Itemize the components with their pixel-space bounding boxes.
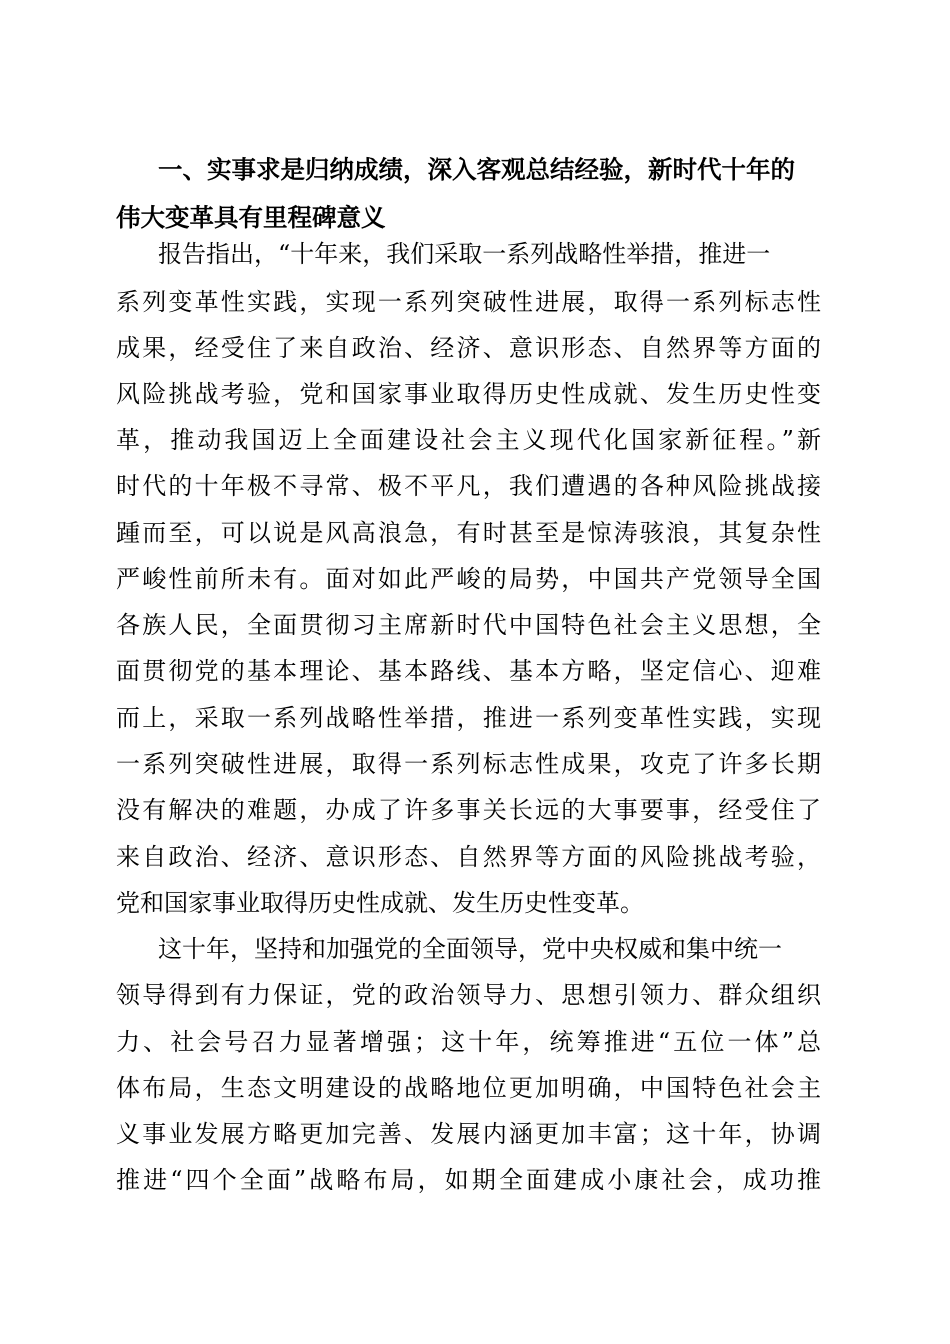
paragraph-line: 而上，采取一系列战略性举措，推进一系列变革性实践，实现 (116, 704, 821, 732)
paragraph-line: 这十年，坚持和加强党的全面领导，党中央权威和集中统一 (158, 935, 782, 963)
paragraph-line: 踵而至，可以说是风高浪急，有时甚至是惊涛骇浪，其复杂性 (116, 519, 821, 547)
paragraph-line: 严峻性前所未有。面对如此严峻的局势，中国共产党领导全国 (116, 565, 821, 593)
paragraph-line: 推进“四个全面”战略布局，如期全面建成小康社会，成功推 (116, 1166, 821, 1194)
section-heading-line-2: 伟大变革具有里程碑意义 (116, 203, 386, 232)
section-heading (116, 146, 795, 232)
paragraph-line: 系列变革性实践，实现一系列突破性进展，取得一系列标志性 (116, 288, 821, 316)
paragraph-line: 报告指出，“十年来，我们采取一系列战略性举措，推进一 (158, 240, 771, 268)
paragraph-line: 义事业发展方略更加完善、发展内涵更加丰富；这十年，协调 (116, 1120, 821, 1148)
paragraph-line: 一系列突破性进展，取得一系列标志性成果，攻克了许多长期 (116, 750, 821, 778)
paragraph-line: 时代的十年极不寻常、极不平凡，我们遭遇的各种风险挑战接 (116, 472, 821, 500)
section-heading-line-1: 一、实事求是归纳成绩，深入客观总结经验，新时代十年的 (158, 155, 795, 184)
paragraph-line: 党和国家事业取得历史性成就、发生历史性变革。 (116, 889, 644, 917)
paragraph-line: 体布局，生态文明建设的战略地位更加明确，中国特色社会主 (116, 1074, 821, 1102)
paragraph-line: 领导得到有力保证，党的政治领导力、思想引领力、群众组织 (116, 981, 821, 1009)
paragraph-line: 风险挑战考验，党和国家事业取得历史性成就、发生历史性变 (116, 380, 821, 408)
paragraph-line: 力、社会号召力显著增强；这十年，统筹推进“五位一体”总 (116, 1028, 821, 1056)
paragraph-line: 来自政治、经济、意识形态、自然界等方面的风险挑战考验， (116, 843, 821, 871)
paragraph-line: 没有解决的难题，办成了许多事关长远的大事要事，经受住了 (116, 796, 821, 824)
paragraph-line: 面贯彻党的基本理论、基本路线、基本方略，坚定信心、迎难 (116, 657, 821, 685)
paragraph-line: 革，推动我国迈上全面建设社会主义现代化国家新征程。”新 (116, 426, 821, 454)
paragraph-line: 各族人民，全面贯彻习主席新时代中国特色社会主义思想，全 (116, 611, 821, 639)
paragraph-line: 成果，经受住了来自政治、经济、意识形态、自然界等方面的 (116, 334, 821, 362)
